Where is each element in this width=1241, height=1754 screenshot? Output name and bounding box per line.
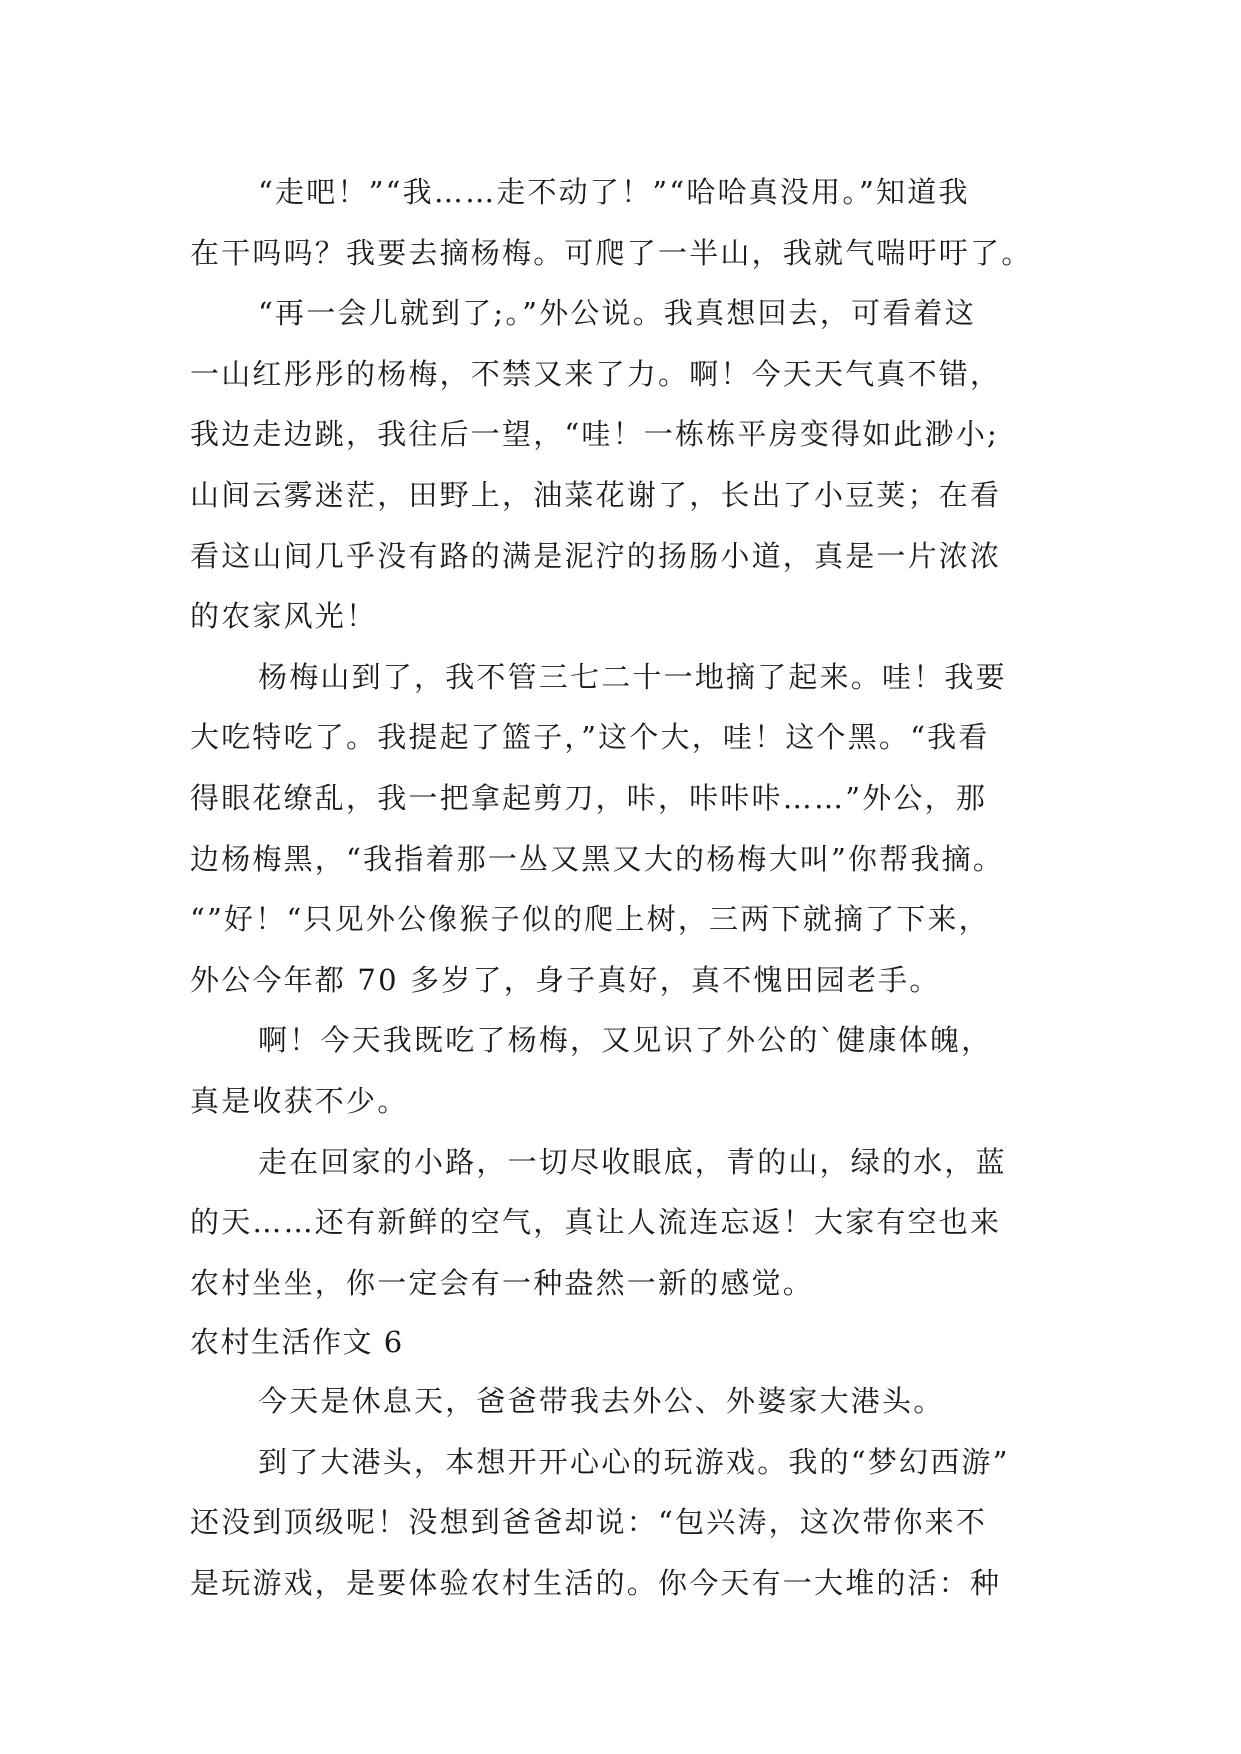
text-line: “”好！“只见外公像猴子似的爬上树，三两下就摘了下来， — [190, 902, 990, 937]
text-line: 边杨梅黑，“我指着那一丛又黑又大的杨梅大叫”你帮我摘。 — [190, 841, 1005, 876]
text-line: 外公今年都 70 多岁了，身子真好，真不愧田园老手。 — [190, 962, 941, 997]
text-line: 山间云雾迷茫，田野上，油菜花谢了，长出了小豆荚；在看 — [190, 477, 1002, 512]
text-line: 我边走边跳，我往后一望，“哇！一栋栋平房变得如此渺小; — [190, 417, 999, 452]
text-line: 看这山间几乎没有路的满是泥泞的扬肠小道，真是一片浓浓 — [190, 538, 1002, 573]
text-line: 今天是休息天，爸爸带我去外公、外婆家大港头。 — [258, 1384, 945, 1419]
text-line: 真是收获不少。 — [190, 1083, 409, 1118]
text-line: 农村坐坐，你一定会有一种盎然一新的感觉。 — [190, 1265, 815, 1300]
text-line: 是玩游戏，是要体验农村生活的。你今天有一大堆的活：种 — [190, 1566, 1002, 1601]
text-line: 走在回家的小路，一切尽收眼底，青的山，绿的水，蓝 — [258, 1144, 1007, 1179]
text-line: 啊！今天我既吃了杨梅，又见识了外公的`健康体魄， — [258, 1023, 993, 1058]
text-line: 到了大港头，本想开开心心的玩游戏。我的“梦幻西游” — [258, 1444, 1010, 1479]
text-line: 一山红彤彤的杨梅，不禁又来了力。啊！今天天气真不错， — [190, 356, 1002, 391]
section-heading: 农村生活作文 6 — [190, 1325, 404, 1360]
article-body — [190, 162, 1060, 1614]
text-line: 还没到顶级呢！没想到爸爸却说：“包兴涛，这次带你来不 — [190, 1505, 988, 1540]
text-line: 杨梅山到了，我不管三七二十一地摘了起来。哇！我要 — [258, 659, 1007, 694]
text-line: “走吧！”“我……走不动了！”“哈哈真没用。”知道我 — [258, 175, 970, 209]
text-line: 的天……还有新鲜的空气，真让人流连忘返！大家有空也来 — [190, 1205, 1002, 1240]
text-line: “再一会儿就到了;。”外公说。我真想回去，可看着这 — [258, 296, 976, 331]
text-line: 得眼花缭乱，我一把拿起剪刀，咔，咔咔咔……”外公，那 — [190, 780, 988, 815]
text-line: 大吃特吃了。我提起了篮子，”这个大，哇！这个黑。“我看 — [190, 720, 990, 755]
text-line: 的农家风光！ — [190, 599, 378, 634]
text-line: 在干吗吗？我要去摘杨梅。可爬了一半山，我就气喘吁吁了。 — [190, 235, 1033, 270]
